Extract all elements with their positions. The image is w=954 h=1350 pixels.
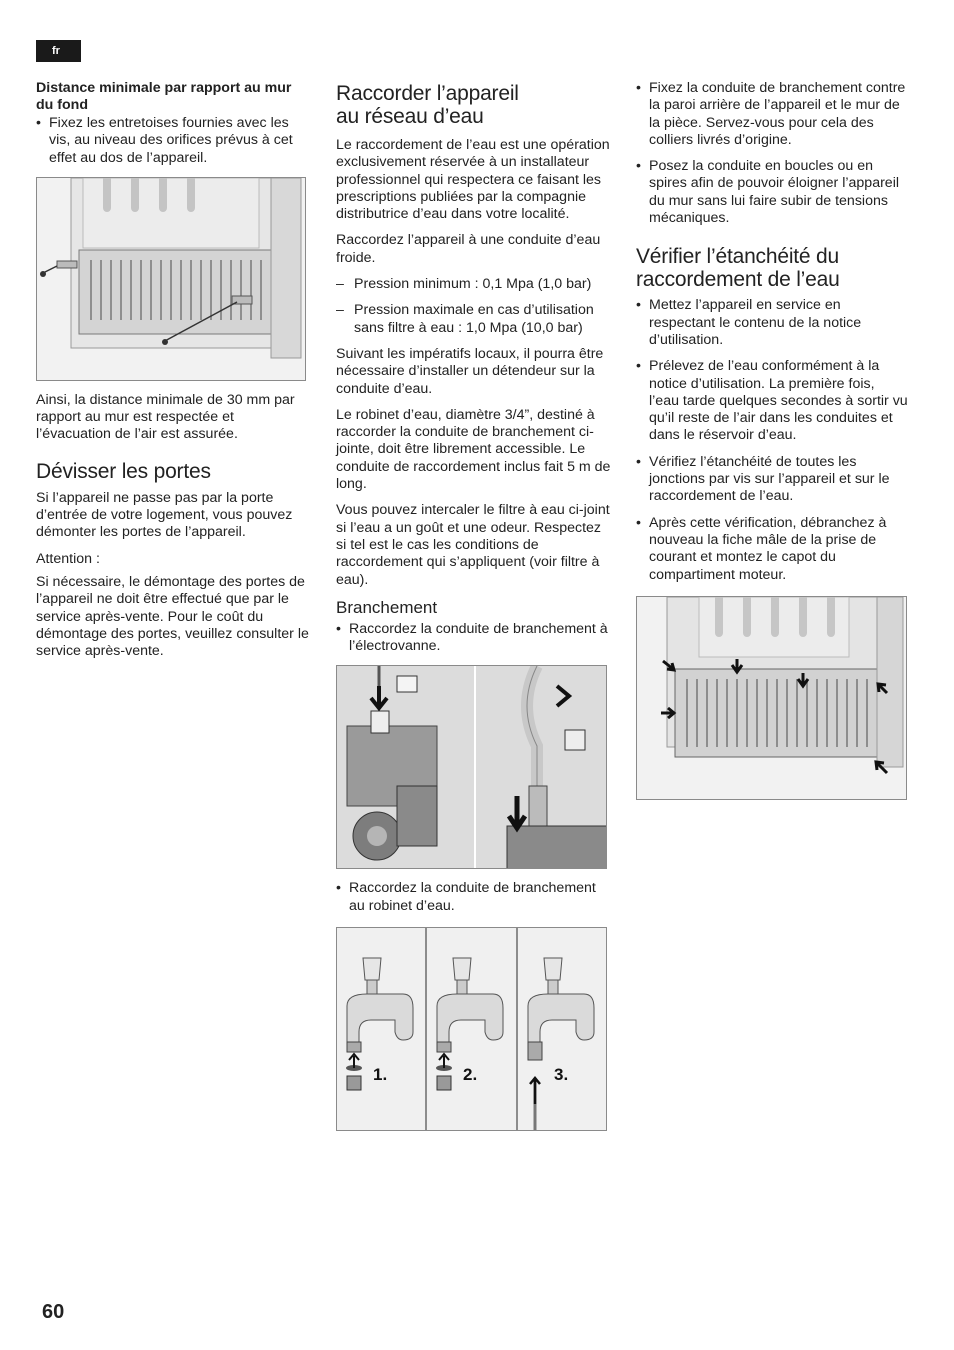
attention-text: Si nécessaire, le démontage des portes de l’appareil ne doit être effectué que par le service après-vente. Pour le coût du démontage des portes, veuillez consulter le service après-vente. <box>36 573 309 660</box>
list-item: • Raccordez la conduite de branchement à l’électrovanne. <box>336 621 611 656</box>
doors-title: Dévisser les portes <box>36 459 211 483</box>
fix-bullets <box>636 80 908 227</box>
list-item: – Pression maximale en cas d’utilisation sans filtre à eau : 1,0 Mpa (10,0 bar) <box>336 302 611 337</box>
list-item: • Raccordez la conduite de branchement au robinet d’eau. <box>336 880 611 915</box>
connect-title <box>336 82 611 128</box>
connect-p5: Vous pouvez intercaler le filtre à eau ci-joint si l’eau a un goût et une odeur. Respectez si tel est le cas les conditions de raccordement qui s’appliquent (voir filtre à eau). <box>336 502 610 588</box>
check-bullets <box>636 297 908 583</box>
list-item: • Fixez la conduite de branchement contre la paroi arrière de l’appareil et le mur de la pièce. Servez-vous pour cela des colliers livrés d’origine. <box>636 80 908 149</box>
check-title-line2: raccordement de l’eau <box>636 268 840 292</box>
figure-rear-spacers <box>36 177 306 381</box>
list-item: – Pression minimum : 0,1 Mpa (1,0 bar) <box>336 276 611 293</box>
pressure-list <box>336 276 611 337</box>
page-number: 60 <box>42 1301 65 1323</box>
figure-compressor-cover <box>636 596 907 800</box>
connect-p1: Le raccordement de l’eau est une opération exclusivement réservée à un installateur professionnel qui respectera ce faisant les prescriptions publiées par la compagnie distributrice d’eau dans votre localité. <box>336 137 610 223</box>
step-label-1: 1. <box>373 1065 388 1085</box>
column-right <box>636 78 908 800</box>
connect-p4: Le robinet d’eau, diamètre 3/4”, destiné à raccorder la conduite de branchement ci-jointe, doit être librement accessible. Le conduite de raccordement inclus fait 5 m de long. <box>336 406 611 493</box>
connect-p2: Raccordez l’appareil à une conduite d’eau froide. <box>336 232 601 266</box>
check-title-line1: Vérifier l’étanchéité du <box>636 245 839 269</box>
figure-solenoid-valve <box>336 665 607 869</box>
doors-text: Si l’appareil ne passe pas par la porte d’entrée de votre logement, vous pouvez démonter les portes de l’appareil. <box>36 489 293 541</box>
distance-after-text: Ainsi, la distance minimale de 30 mm par rapport au mur est respectée et l’évacuation de l’air est assurée. <box>36 391 295 443</box>
list-item: • Fixez les entretoises fournies avec les vis, au niveau des orifices prévus à cet effet au dos de l’appareil. <box>36 115 310 167</box>
connect-title-line1: Raccorder l’appareil <box>336 82 519 105</box>
connect-p3: Suivant les impératifs locaux, il pourra être nécessaire d’installer un détendeur sur la conduite d’eau. <box>336 345 604 397</box>
step-label-2: 2. <box>463 1065 478 1085</box>
connect-title-line2: au réseau d’eau <box>336 105 484 128</box>
column-left <box>36 78 310 660</box>
branch-bullets-1 <box>336 621 611 656</box>
column-middle <box>336 78 611 1131</box>
figure-tap-connection <box>336 927 607 1131</box>
list-item: • Posez la conduite en boucles ou en spires afin de pouvoir éloigner l’appareil du mur sans lui faire subir de tensions mécaniques. <box>636 158 908 227</box>
list-item: • Vérifiez l’étanchéité de toutes les jonctions par vis sur l’appareil et sur le raccordement de l’eau. <box>636 454 908 506</box>
check-title <box>636 245 908 291</box>
branchement-title: Branchement <box>336 597 438 617</box>
distance-bullets <box>36 115 310 167</box>
list-item: • Prélevez de l’eau conformément à la notice d’utilisation. La première fois, l’eau tarde quelques secondes à sortir vu qu’il reste de l’air dans les conduites et dans le réservoir d’eau. <box>636 358 908 444</box>
list-item: • Après cette vérification, débranchez à nouveau la fiche mâle de la prise de courant et montez le capot du compartiment moteur. <box>636 515 908 584</box>
language-tab: fr <box>36 40 81 62</box>
branch-bullets-2 <box>336 880 611 915</box>
step-label-3: 3. <box>554 1065 569 1085</box>
list-item: • Mettez l’appareil en service en respectant le contenu de la notice d’utilisation. <box>636 297 908 349</box>
distance-heading: Distance minimale par rapport au mur du fond <box>36 80 292 113</box>
attention-label: Attention : <box>36 550 100 567</box>
